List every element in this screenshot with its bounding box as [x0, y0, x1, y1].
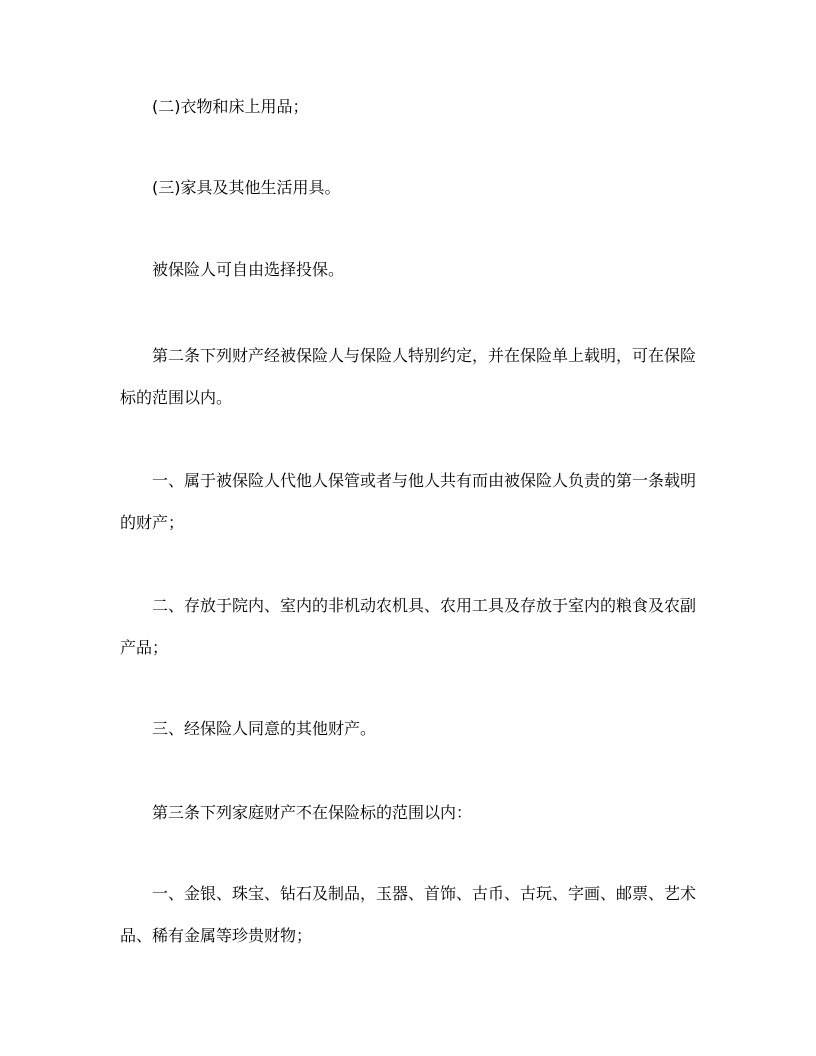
paragraph-line: 被保险人可自由选择投保。: [152, 260, 345, 279]
paragraph-article-2-item-2: [120, 585, 700, 669]
paragraph-article-2-item-3: [120, 708, 700, 750]
paragraph-article-3-item-1: [120, 873, 700, 957]
paragraph-line: 产品；: [120, 638, 169, 657]
paragraph-line: 一、属于被保险人代他人保管或者与他人共有而由被保险人负责的第一条载明: [152, 471, 697, 490]
paragraph-line: 二、存放于院内、室内的非机动农机具、农用工具及存放于室内的粮食及农副: [152, 596, 697, 615]
paragraph-furniture: [120, 167, 700, 209]
paragraph-line: 标的范围以内。: [120, 388, 233, 407]
paragraph-line: 的财产；: [120, 513, 185, 532]
paragraph-line: 品、稀有金属等珍贵财物；: [120, 926, 313, 945]
paragraph-line: 第三条下列家庭财产不在保险标的范围以内：: [152, 803, 473, 822]
paragraph-line: (二)衣物和床上用品；: [152, 97, 309, 116]
paragraph-article-2-item-1: [120, 460, 700, 544]
paragraph-line: 三、经保险人同意的其他财产。: [152, 719, 377, 738]
paragraph-article-2: [120, 335, 700, 419]
paragraph-clothing-bedding: [120, 86, 700, 128]
paragraph-line: (三)家具及其他生活用具。: [152, 178, 341, 197]
paragraph-line: 一、金银、珠宝、钻石及制品，玉器、首饰、古币、古玩、字画、邮票、艺术: [152, 884, 697, 903]
paragraph-article-3: [120, 792, 700, 834]
paragraph-free-choice: [120, 249, 700, 291]
paragraph-line: 第二条下列财产经被保险人与保险人特别约定，并在保险单上载明，可在保险: [152, 346, 697, 365]
